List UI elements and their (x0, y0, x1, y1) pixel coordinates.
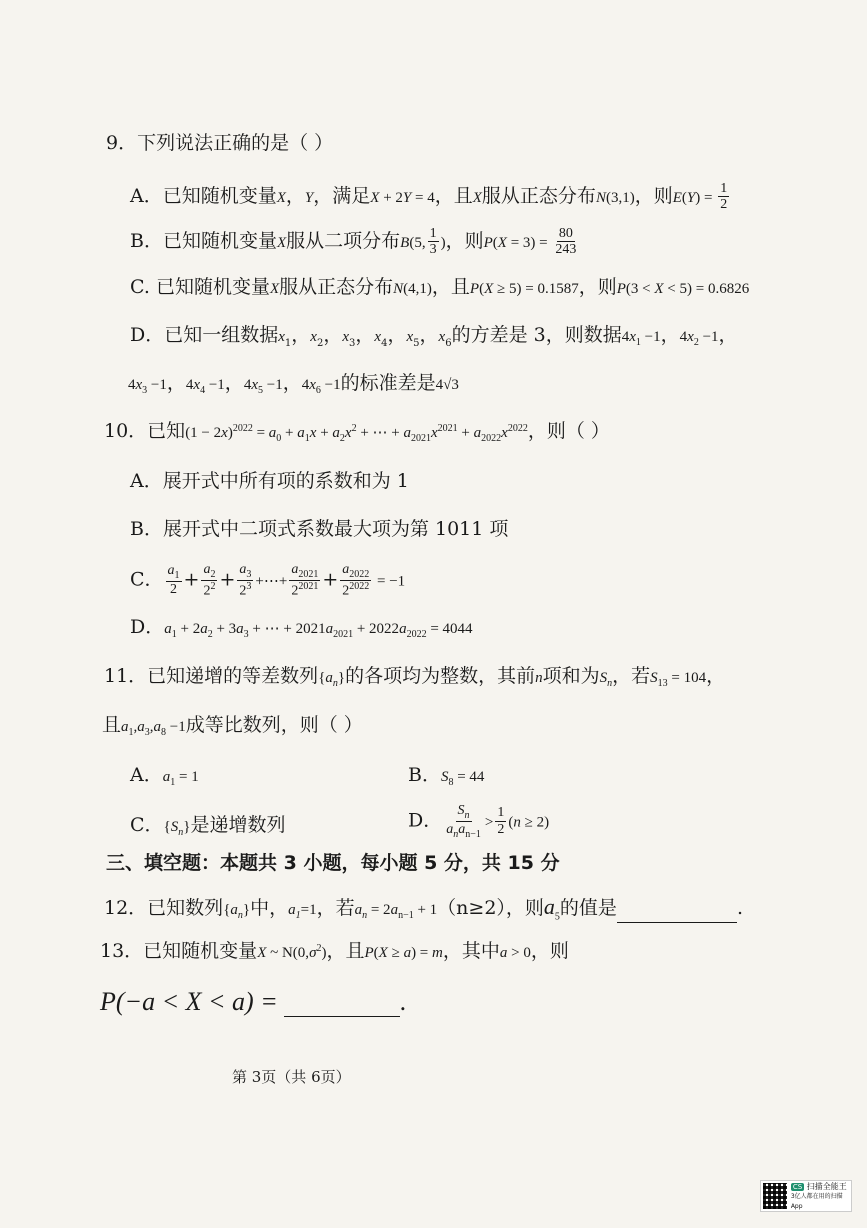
q13-expression: P(−a < X < a) = . (100, 987, 407, 1016)
q9-option-b: B．已知随机变量X服从二项分布B(5, $\frac{1}{3}$ )，则P(X = 3) = $\frac{80}{243}$ (130, 226, 577, 258)
section-title: 三、填空题：本题共 3 小题，每小题 5 分，共 15 分 (106, 852, 560, 874)
scanner-badge (760, 1180, 852, 1212)
q9-option-d: D．已知一组数据$x_1$，$x_2$，$x_3$，$x_4$，$x_5$，$x_6$的方差是 3，则数据$4x_1 -1$，$4x_2 -1$， (130, 324, 738, 349)
q9-option-d-cont: $4x_3 -1$，$4x_4 -1$，$4x_5 -1$，$4x_6 -1$的标准差是4√3 (128, 372, 459, 396)
scanner-badge-text: CS 扫描全能王 3亿人都在用的扫描App (790, 1181, 847, 1210)
q10-option-c: C． $\frac{a_1}{2}$ + $\frac{a_2}{2^2}$ + $\frac{a_3}{2^3}$ +⋯+ $\frac{a_{2021}}{2^{2021}}$ + $\frac{a_{2022}}{2^{2022}}$ = −1 (130, 562, 406, 599)
q13-answer-blank[interactable] (284, 1016, 400, 1017)
q9-stem: 9．下列说法正确的是（ ） (106, 132, 334, 154)
q9-option-c: C. 已知随机变量X服从正态分布N(4,1)，且P(X ≥ 5) = 0.1587，则P(3 < X < 5) = 0.6826 (130, 276, 750, 298)
q12-answer-blank[interactable] (617, 922, 737, 923)
q12: 12．已知数列$\{a_n\}$中，$a_1=1$，若$a_n = 2a_{n-1} + 1(n\ge 2)$，则$a_5$的值是 . (104, 894, 743, 923)
q11-option-c: C．$\{S_n\}$是递增数列 (130, 814, 286, 838)
q10-option-d: D．$a_1 + 2a_2 + 3a_3$ + ⋯ + $2021a_{2021} + 2022a_{2022} = 4044$ (130, 616, 473, 640)
q11-option-d: D． $\frac{S_n}{a_na_{n-1}}$ > $\frac{1}{2}$ (n ≥ 2) (408, 803, 550, 840)
q11-stem-cont: 且$a_1,a_3,a_8 -1$成等比数列，则（ ） (102, 714, 363, 738)
q10-option-a: A．展开式中所有项的系数和为 1 (130, 470, 409, 492)
q11-option-b: B．$S_8 = 44$ (408, 764, 485, 788)
q13: 13．已知随机变量X ~ $N(0,\sigma^2)$，且P(X ≥ a) = m，其中a > 0，则 (100, 940, 569, 962)
q11-stem: 11．已知递增的等差数列$\{a_n\}$的各项均为整数，其前n项和为$S_n$，若$S_{13} = 104$， (104, 665, 726, 689)
qr-code-icon (763, 1183, 787, 1209)
q10-option-b: B．展开式中二项式系数最大项为第 1011 项 (130, 518, 509, 540)
page-footer: 第 3页（共 6页） (232, 1068, 351, 1086)
q10-stem: 10．已知$(1 - 2x)^{2022} = a_0 + a_1x + a_2x^2$ + ⋯ + $a_{2021}x^{2021} + a_{2022}x^{2022}$，则（ ） (104, 420, 610, 444)
q11-option-a: A．$a_1 = 1$ (130, 764, 199, 788)
q9-option-a: A．已知随机变量X，Y，满足X + 2Y = 4，且X服从正态分布N(3,1)，则E(Y) = $\frac{1}{2}$ (130, 181, 728, 213)
